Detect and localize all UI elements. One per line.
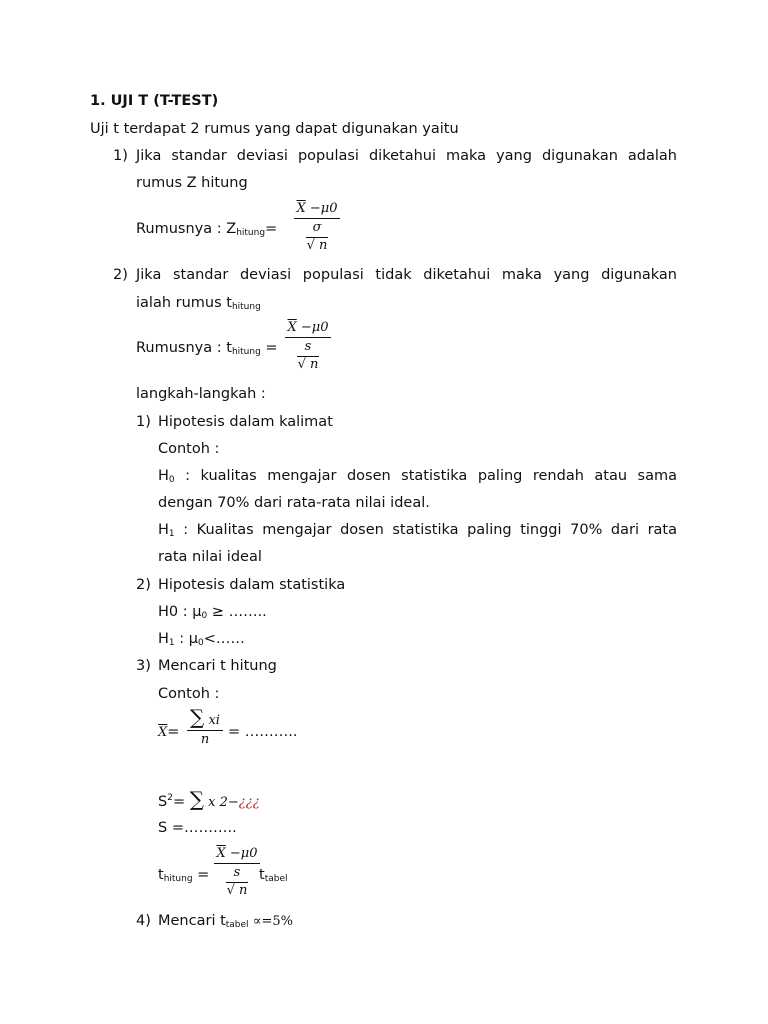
step3-title: Mencari t hitung (158, 658, 277, 674)
step4-title: Mencari $t_{tabel} \propto=5\%$ (158, 913, 294, 930)
case2-line2: ialah rumus $t_{hitung}$ (136, 295, 261, 312)
case1-number: 1) (113, 148, 128, 164)
step1-title: Hipotesis dalam kalimat (158, 414, 333, 430)
case1-line1: Jika standar deviasi populasi diketahui maka yang digunakan adalah (136, 148, 677, 164)
t-hitung-label: $t_{hitung}$ = (158, 867, 210, 884)
step2-h1: $H_1$ : $\mu_0<\dots\dots$ (158, 631, 245, 648)
t-hitung-fraction: $\overline{X} -\mu 0$ s √ n (214, 846, 260, 899)
case2-t-fraction: $\overline{X} -\mu 0$ s √ n (285, 320, 331, 373)
step1-h0-line1: $H_0$ : kualitas mengajar dosen statistika paling rendah atau sama (158, 468, 677, 485)
t-tabel-compare: $t_{tabel}$ (259, 867, 288, 884)
case2-line1: Jika standar deviasi populasi tidak diketahui maka yang digunakan (136, 267, 677, 283)
xbar-lhs: $\overline{X}=$ (158, 724, 180, 740)
step2-number: 2) (136, 577, 151, 593)
s2-error-marks: ¿¿¿ (238, 795, 260, 810)
s-line: S =……….. (158, 820, 237, 836)
s2-formula: $S^2=$ ∑ x 2−¿¿¿ (158, 787, 260, 811)
case1-formula-label: Rumusnya : $Z_{hitung}=$ (136, 221, 278, 238)
step1-h0-line2: dengan 70% dari rata-rata nilai ideal. (158, 495, 430, 511)
case1-line2: rumus Z hitung (136, 175, 248, 191)
intro-text: Uji t terdapat 2 rumus yang dapat digunakan yaitu (90, 121, 459, 137)
step1-number: 1) (136, 414, 151, 430)
step2-title: Hipotesis dalam statistika (158, 577, 346, 593)
step1-h1-line1: $H_1$ : Kualitas mengajar dosen statistika paling tinggi 70% dari rata (158, 522, 677, 539)
case1-z-fraction: $\overline{X} -\mu 0$ σ √ n (294, 201, 340, 254)
step3-contoh: Contoh : (158, 686, 220, 702)
xbar-rest: = ……….. (228, 724, 298, 740)
section-heading: 1. UJI T (T-TEST) (90, 93, 219, 109)
step1-contoh: Contoh : (158, 441, 220, 457)
step4-number: 4) (136, 913, 151, 929)
case2-number: 2) (113, 267, 128, 283)
step3-number: 3) (136, 658, 151, 674)
steps-title: langkah-langkah : (136, 386, 266, 402)
xbar-fraction: ∑ xi n (187, 709, 223, 748)
case2-formula-label: Rumusnya : $t_{hitung}$ = (136, 340, 278, 357)
step2-h0: H0 : $\mu_0$ ≥ …….. (158, 604, 267, 621)
step1-h1-line2: rata nilai ideal (158, 549, 262, 565)
